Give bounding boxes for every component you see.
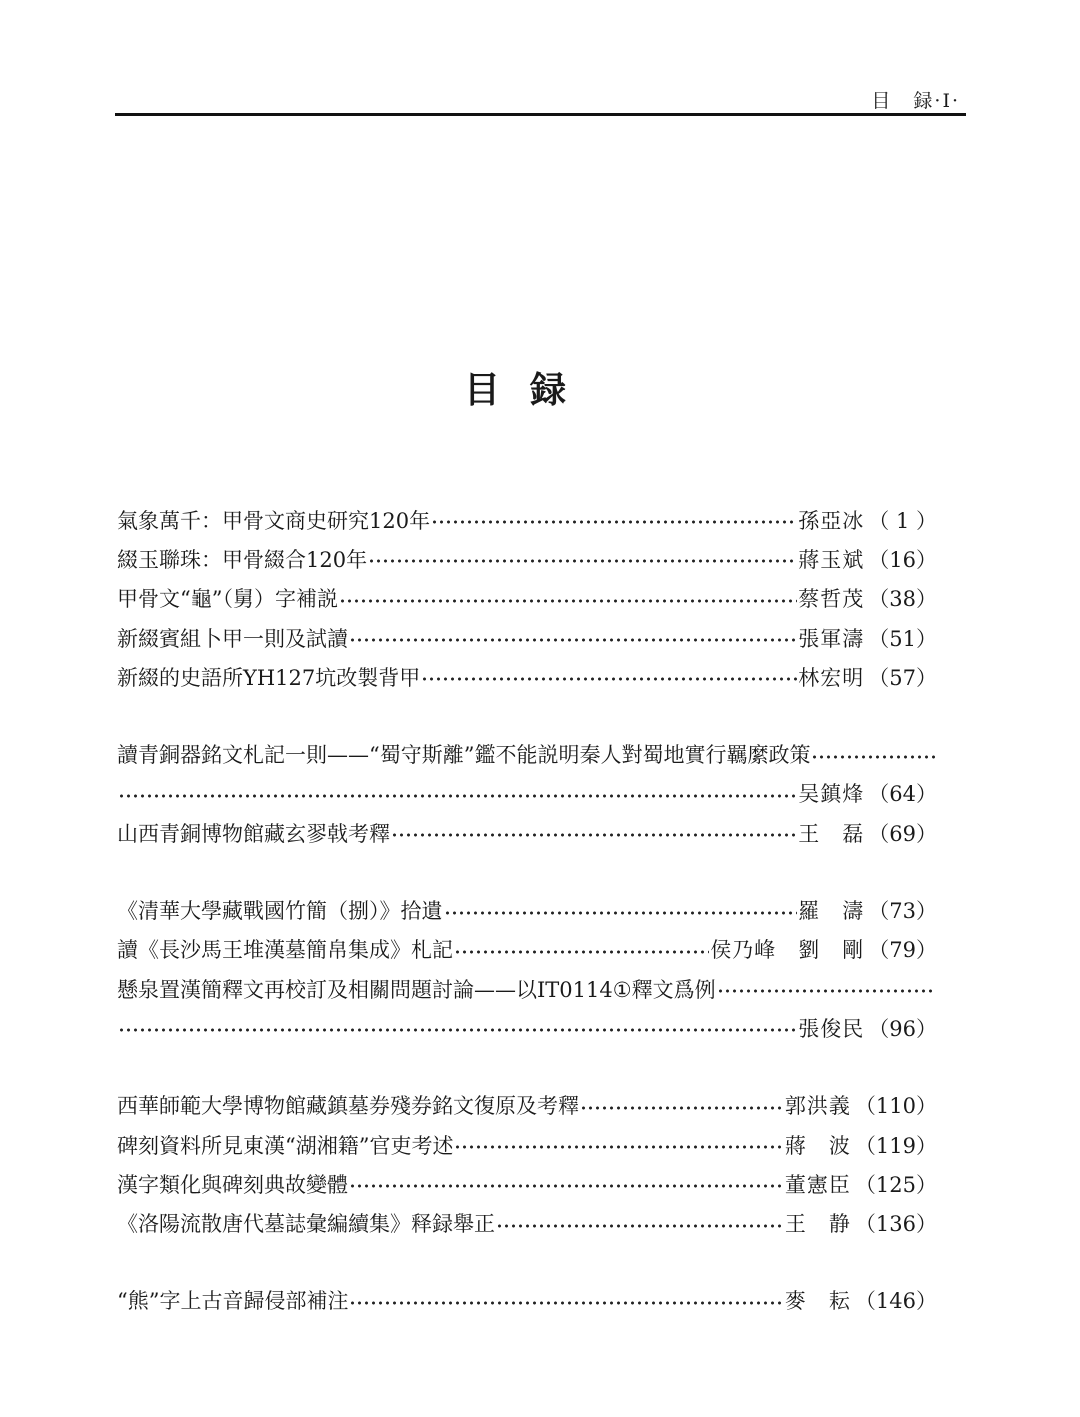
entry-title[interactable]: 新綴的史語所YH127坑改製背甲 — [117, 665, 421, 690]
entry-title[interactable]: 讀《長沙馬王堆漢墓簡帛集成》札記 — [117, 938, 453, 963]
entry-page-number: （ 1 ） — [868, 508, 937, 533]
toc-entry[interactable] — [117, 1281, 937, 1320]
dot-leader — [118, 774, 797, 813]
toc-entry[interactable] — [117, 890, 937, 929]
toc-group — [117, 734, 937, 852]
entry-author: 蔣玉斌 — [798, 547, 865, 572]
entry-page-number: （57） — [868, 665, 937, 690]
toc-entry-line — [117, 1086, 937, 1125]
entry-page-number: （38） — [868, 587, 937, 612]
dot-leader — [349, 1281, 783, 1320]
entry-title[interactable]: 氣象萬千：甲骨文商史研究120年 — [117, 508, 431, 533]
dot-leader — [717, 969, 936, 1008]
dot-leader — [391, 813, 797, 852]
dot-leader — [349, 618, 797, 657]
entry-page-number: （16） — [868, 547, 937, 572]
dot-leader — [349, 1164, 784, 1203]
toc-entry[interactable] — [117, 930, 937, 969]
entry-author: 蔡哲茂 — [798, 587, 865, 612]
entry-page-number: （146） — [854, 1289, 937, 1314]
entry-title[interactable]: 碑刻資料所見東漢“湖湘籍”官吏考述 — [117, 1133, 454, 1158]
entry-author: 王 磊 — [798, 821, 865, 846]
toc-entry-line — [117, 539, 937, 578]
entry-page-number: （64） — [868, 782, 937, 807]
entry-author: 王 静 — [784, 1212, 851, 1237]
entry-title[interactable]: 甲骨文“龜”（舅）字補説 — [117, 587, 338, 612]
entry-author: 麥 耘 — [784, 1289, 851, 1314]
entry-title[interactable]: 《洛陽流散唐代墓誌彙編續集》释録舉正 — [117, 1212, 495, 1237]
toc-group — [117, 1281, 937, 1320]
entry-page-number: （110） — [854, 1094, 937, 1119]
dot-leader — [431, 500, 797, 539]
entry-title[interactable]: 綴玉聯珠：甲骨綴合120年 — [117, 547, 368, 572]
toc-entry[interactable] — [117, 500, 937, 539]
entry-author: 張軍濤 — [798, 626, 865, 651]
toc-entry-line — [117, 969, 937, 1008]
dot-leader — [454, 1125, 783, 1164]
toc-entry-line — [117, 813, 937, 852]
toc-entry-line — [117, 618, 937, 657]
toc-entry-line — [117, 579, 937, 618]
entry-author: 孫亞冰 — [798, 508, 865, 533]
toc-entry-line — [117, 1125, 937, 1164]
entry-author: 吴鎮烽 — [798, 782, 865, 807]
page-title: 目録 — [463, 369, 596, 411]
entry-author: 侯乃峰 劉 剛 — [710, 938, 865, 963]
toc-entry[interactable] — [117, 1164, 937, 1203]
entry-page-number: （136） — [854, 1212, 937, 1237]
entry-page-number: （119） — [854, 1133, 937, 1158]
entry-author: 羅 濤 — [798, 899, 865, 924]
toc-group — [117, 890, 937, 1047]
entry-title[interactable]: 新綴賓組卜甲一則及試讀 — [117, 626, 348, 651]
entry-page-number: （69） — [868, 821, 937, 846]
toc-group — [117, 1086, 937, 1243]
entry-title[interactable]: 山西青銅博物館藏玄翏戟考釋 — [117, 821, 390, 846]
toc-entry[interactable] — [117, 734, 937, 813]
toc-entry[interactable] — [117, 1086, 937, 1125]
toc-entry[interactable] — [117, 969, 937, 1048]
dot-leader — [454, 930, 709, 969]
dot-leader — [421, 657, 797, 696]
toc-entry-line — [117, 930, 937, 969]
toc-entry-line — [117, 500, 937, 539]
toc-entry-line — [117, 734, 937, 773]
entry-page-number: （73） — [868, 899, 937, 924]
toc-entry-line — [117, 1203, 937, 1242]
running-head: 目 録·I· — [871, 90, 960, 112]
entry-author: 張俊民 — [798, 1016, 865, 1041]
dot-leader — [811, 734, 936, 773]
dot-leader — [368, 539, 797, 578]
toc-entry[interactable] — [117, 579, 937, 618]
entry-title[interactable]: 讀青銅器銘文札記一則——“蜀守斯離”鑑不能説明秦人對蜀地實行羈縻政策 — [117, 743, 811, 768]
dot-leader — [118, 1008, 797, 1047]
toc-entry-line — [117, 657, 937, 696]
dot-leader — [339, 579, 797, 618]
toc-entry-line — [117, 774, 937, 813]
entry-page-number: （79） — [868, 938, 937, 963]
dot-leader — [444, 890, 798, 929]
entry-title[interactable]: 西華師範大學博物館藏鎮墓券殘券銘文復原及考釋 — [117, 1094, 579, 1119]
toc-entry-line — [117, 890, 937, 929]
entry-title[interactable]: 《清華大學藏戰國竹簡（捌）》拾遺 — [117, 899, 443, 924]
dot-leader — [496, 1203, 784, 1242]
entry-page-number: （96） — [868, 1016, 937, 1041]
entry-title[interactable]: 懸泉置漢簡釋文再校訂及相關問題討論——以IT0114①釋文爲例 — [117, 977, 716, 1002]
toc-entry[interactable] — [117, 657, 937, 696]
entry-title[interactable]: 漢字類化與碑刻典故變體 — [117, 1172, 348, 1197]
entry-author: 董憲臣 — [784, 1172, 851, 1197]
toc-entry-line — [117, 1281, 937, 1320]
header-rule — [115, 113, 966, 116]
entry-title[interactable]: “熊”字上古音歸侵部補注 — [117, 1289, 349, 1314]
toc-entry[interactable] — [117, 813, 937, 852]
dot-leader — [580, 1086, 784, 1125]
toc-entry-line — [117, 1008, 937, 1047]
entry-page-number: （51） — [868, 626, 937, 651]
toc-entry[interactable] — [117, 539, 937, 578]
entry-author: 蔣 波 — [784, 1133, 851, 1158]
entry-author: 林宏明 — [798, 665, 865, 690]
entry-page-number: （125） — [854, 1172, 937, 1197]
toc-entry[interactable] — [117, 1203, 937, 1242]
toc-group — [117, 500, 937, 696]
table-of-contents — [117, 500, 937, 1358]
toc-entry-line — [117, 1164, 937, 1203]
toc-entry[interactable] — [117, 1125, 937, 1164]
entry-author: 郭洪義 — [784, 1094, 851, 1119]
toc-entry[interactable] — [117, 618, 937, 657]
